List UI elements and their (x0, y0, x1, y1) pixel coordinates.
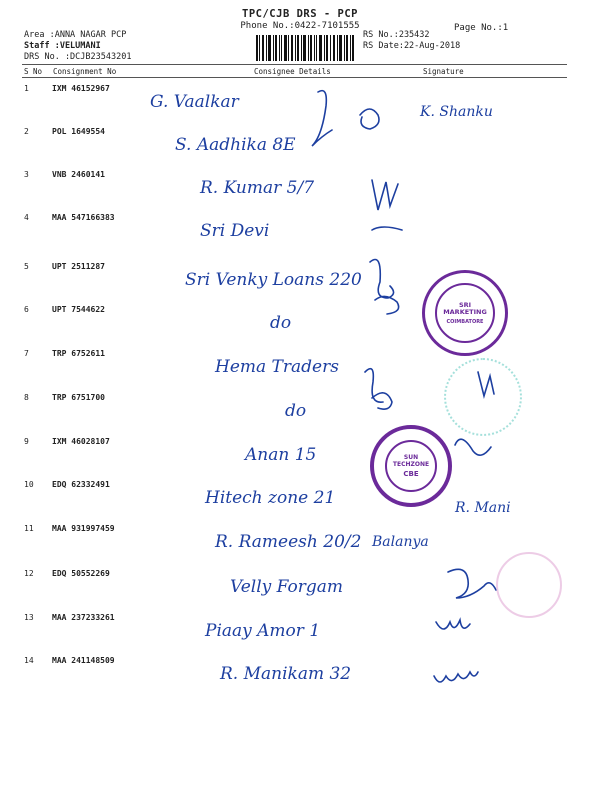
row-consignment-no: TRP 6751700 (52, 393, 105, 402)
handwritten-consignee: Sri Devi (200, 221, 270, 241)
handwritten-consignee: G. Vaalkar (150, 92, 239, 112)
handwritten-consignee: R. Rameesh 20/2 (215, 532, 362, 552)
row-sno: 8 (24, 393, 29, 402)
col-consignment: Consignment No (53, 67, 117, 76)
row-sno: 7 (24, 349, 29, 358)
handwritten-consignee: R. Kumar 5/7 (200, 178, 315, 198)
signature-mark-4 (372, 227, 402, 230)
phone-number: Phone No.:0422-7101555 (240, 21, 360, 31)
row-sno: 4 (24, 213, 29, 222)
row-consignment-no: POL 1649554 (52, 127, 105, 136)
row-sno: 5 (24, 262, 29, 271)
row-sno: 12 (24, 569, 34, 578)
row-sno: 1 (24, 84, 29, 93)
col-signature: Signature (423, 67, 464, 76)
row-sno: 6 (24, 305, 29, 314)
handwritten-consignee: Velly Forgam (230, 577, 344, 597)
handwritten-consignee: Sri Venky Loans 220 (185, 270, 362, 290)
row-sno: 3 (24, 170, 29, 179)
row-consignment-no: IXM 46152967 (52, 84, 110, 93)
signature-mark-10 (455, 439, 491, 455)
stamp-text-sri-marketing: SRI MARKETING (443, 300, 487, 316)
area-label: Area :ANNA NAGAR PCP (24, 30, 127, 40)
row-sno: 13 (24, 613, 34, 622)
stamp-text-cbe: CBE (403, 470, 419, 478)
row-consignment-no: UPT 7544622 (52, 305, 105, 314)
handwritten-signature: R. Mani (455, 500, 511, 516)
document-title: TPC/CJB DRS - PCP (242, 8, 358, 20)
handwritten-signature: K. Shanku (420, 104, 493, 120)
row-consignment-no: VNB 2460141 (52, 170, 105, 179)
col-sno: S No (24, 67, 43, 76)
stamp-text-coimbatore: COIMBATORE (446, 318, 484, 325)
sri-marketing-stamp (422, 270, 508, 356)
row-consignment-no: EDQ 62332491 (52, 480, 110, 489)
handwritten-consignee: Piaay Amor 1 (205, 621, 321, 641)
row-consignment-no: UPT 2511287 (52, 262, 105, 271)
handwritten-consignee: do (285, 401, 307, 421)
handwritten-consignee: S. Aadhika 8E (175, 135, 296, 155)
row-consignment-no: TRP 6752611 (52, 349, 105, 358)
row-consignment-no: IXM 46028107 (52, 437, 110, 446)
handwritten-consignee: do (270, 313, 292, 333)
signature-mark-11 (448, 569, 496, 598)
signature-mark-6 (375, 296, 399, 314)
signature-mark-13 (434, 672, 478, 682)
row-consignment-no: MAA 237233261 (52, 613, 115, 622)
stamp-text-sun-techzone: SUN TECHZONE (392, 454, 430, 468)
rs-date: RS Date:22-Aug-2018 (363, 41, 461, 51)
drs-number: DRS No. :DCJB23543201 (24, 52, 132, 62)
faded-pink-stamp (496, 552, 562, 618)
signature-mark-12 (436, 620, 470, 629)
page-number: Page No.:1 (454, 23, 509, 33)
row-sno: 9 (24, 437, 29, 446)
row-consignment-no: MAA 547166383 (52, 213, 115, 222)
row-consignment-no: EDQ 50552269 (52, 569, 110, 578)
handwritten-consignee: R. Manikam 32 (220, 664, 352, 684)
row-sno: 2 (24, 127, 29, 136)
staff-label: Staff :VELUMANI (24, 41, 101, 51)
handwritten-consignee: Hitech zone 21 (205, 488, 336, 508)
signature-mark-3 (372, 180, 398, 210)
faded-teal-stamp (444, 358, 522, 436)
sun-techzone-stamp (370, 425, 452, 507)
handwritten-consignee: Anan 15 (245, 445, 317, 465)
signature-mark-1 (312, 91, 332, 146)
rs-number: RS No.:235432 (363, 30, 430, 40)
handwritten-consignee: Hema Traders (215, 357, 339, 377)
signature-mark-2 (360, 109, 379, 129)
col-consignee: Consignee Details (254, 67, 331, 76)
handwritten-signature: Balanya (372, 534, 429, 550)
row-sno: 14 (24, 656, 34, 665)
row-consignment-no: MAA 931997459 (52, 524, 115, 533)
row-sno: 10 (24, 480, 34, 489)
row-consignment-no: MAA 241148509 (52, 656, 115, 665)
signature-mark-5 (370, 260, 394, 299)
row-sno: 11 (24, 524, 34, 533)
